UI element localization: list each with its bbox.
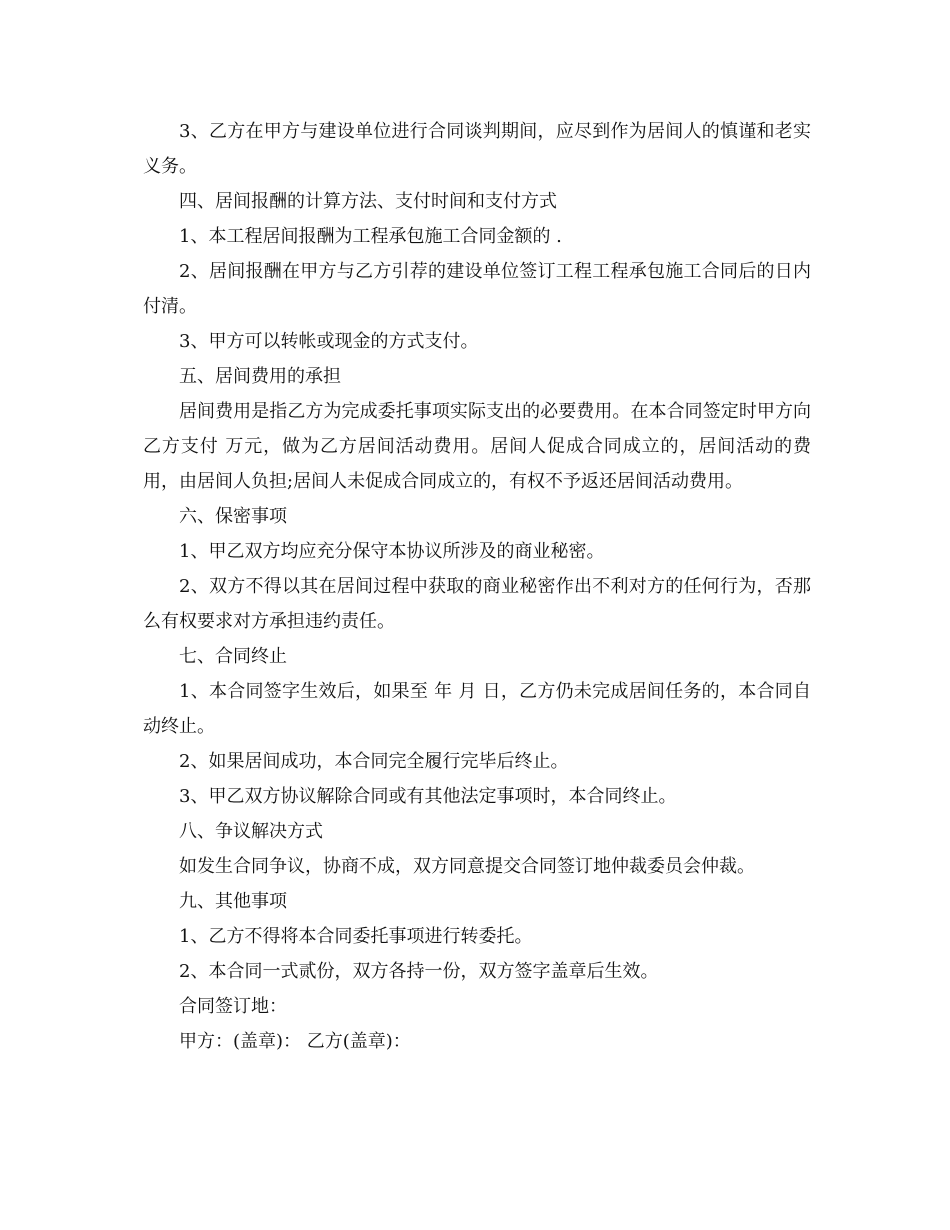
clause-9-1: 1、乙方不得将本合同委托事项进行转委托。 (179, 926, 533, 947)
clause-6-1: 1、甲乙双方均应充分保守本协议所涉及的商业秘密。 (179, 541, 605, 562)
section-4-heading: 四、居间报酬的计算方法、支付时间和支付方式 (179, 191, 557, 212)
clause-7-2: 2、如果居间成功，本合同完全履行完毕后终止。 (179, 751, 569, 772)
clause-7-3: 3、甲乙双方协议解除合同或有其他法定事项时，本合同终止。 (179, 786, 677, 807)
clause-3-diligence: 3、乙方在甲方与建设单位进行合同谈判期间，应尽到作为居间人的慎谨和老实义务。 (143, 121, 811, 177)
document-body (143, 114, 811, 1059)
clause-4-3: 3、甲方可以转帐或现金的方式支付。 (179, 331, 479, 352)
section-5-heading: 五、居间费用的承担 (179, 366, 341, 387)
section-8-heading: 八、争议解决方式 (179, 821, 323, 842)
signature-line: 甲方：(盖章)： 乙方(盖章)： (179, 1031, 411, 1052)
clause-5-body: 居间费用是指乙方为完成委托事项实际支出的必要费用。在本合同签定时甲方向乙方支付 万元，做为乙方居间活动费用。居间人促成合同成立的，居间活动的费用，由居间人负担;居间人未促成合同成立的，有权不予返还居间活动费用。 (143, 401, 811, 492)
clause-4-1: 1、本工程居间报酬为工程承包施工合同金额的 . (179, 226, 562, 247)
clause-8-body: 如发生合同争议，协商不成，双方同意提交合同签订地仲裁委员会仲裁。 (179, 856, 755, 877)
section-9-heading: 九、其他事项 (179, 891, 287, 912)
signing-location: 合同签订地： (179, 996, 287, 1017)
section-7-heading: 七、合同终止 (179, 646, 287, 667)
clause-6-2: 2、双方不得以其在居间过程中获取的商业秘密作出不利对方的任何行为，否那么有权要求对方承担违约责任。 (143, 576, 811, 632)
clause-9-2: 2、本合同一式贰份，双方各持一份，双方签字盖章后生效。 (179, 961, 659, 982)
clause-7-1: 1、本合同签字生效后，如果至 年 月 日，乙方仍未完成居间任务的，本合同自动终止。 (143, 681, 811, 737)
section-6-heading: 六、保密事项 (179, 506, 287, 527)
clause-4-2: 2、居间报酬在甲方与乙方引荐的建设单位签订工程工程承包施工合同后的日内付清。 (143, 261, 811, 317)
